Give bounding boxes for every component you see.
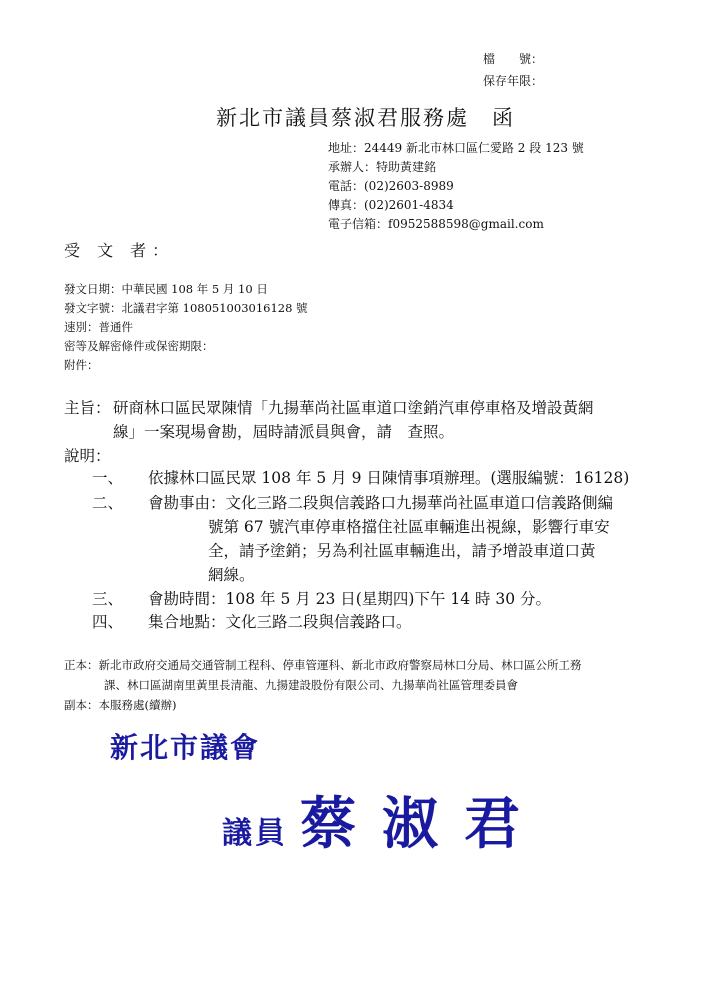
sender-phone: 電話：(02)2603-8989 xyxy=(328,179,454,193)
item-number: 二、 xyxy=(92,494,124,512)
retention-label: 保存年限： xyxy=(483,74,544,88)
councilor-title-stamp: 議員 xyxy=(222,816,288,851)
item-number: 三、 xyxy=(92,590,124,608)
item-line: 網線。 xyxy=(208,566,255,584)
sender-email: 電子信箱：f0952588598@gmail.com xyxy=(328,217,544,231)
item-line: 集合地點：文化三路二段與信義路口。 xyxy=(148,613,412,631)
secrecy-level: 密等及解密條件或保密期限： xyxy=(64,339,214,353)
letter-title: 新北市議員蔡淑君服務處 函 xyxy=(216,106,515,130)
explanation-label: 說明： xyxy=(64,447,111,465)
issue-number: 發文字號：北議君字第 108051003016128 號 xyxy=(64,301,308,315)
copy-recipients: 副本：本服務處(續辦) xyxy=(64,698,177,712)
delivery-type: 速別：普通件 xyxy=(64,320,133,334)
attachment-label: 附件： xyxy=(64,358,99,372)
sender-address: 地址：24449 新北市林口區仁愛路 2 段 123 號 xyxy=(328,141,584,155)
issue-date: 發文日期：中華民國 108 年 5 月 10 日 xyxy=(64,282,268,296)
council-name-stamp: 新北市議會 xyxy=(110,731,261,764)
item-line: 會勘事由：文化三路二段與信義路口九揚華尚社區車道口信義路側編 xyxy=(148,494,614,512)
sender-contact: 承辦人：特助黃建銘 xyxy=(328,160,437,174)
main-recipients-line-1: 正本：新北市政府交通局交通管制工程科、停車管運科、新北市政府警察局林口分局、林口區公所工務 xyxy=(64,658,582,672)
main-recipients-line-2: 課、林口區湖南里黃里長清龍、九揚建設股份有限公司、九揚華尚社區管理委員會 xyxy=(104,678,518,692)
item-line: 會勘時間：108 年 5 月 23 日(星期四)下午 14 時 30 分。 xyxy=(148,590,552,608)
subject-line-1: 研商林口區民眾陳情「九揚華尚社區車道口塗銷汽車停車格及增設黃網 xyxy=(113,399,594,417)
item-number: 一、 xyxy=(92,469,124,487)
subject-label: 主旨： xyxy=(64,399,111,417)
recipient-label: 受 文 者： xyxy=(64,241,175,260)
item-line: 依據林口區民眾 108 年 5 月 9 日陳情事項辦理。(選服編號：16128) xyxy=(148,469,630,487)
councilor-name-stamp: 蔡淑君 xyxy=(300,791,546,857)
file-number-label: 檔 號： xyxy=(483,52,544,66)
subject-line-2: 線」一案現場會勘，屆時請派員與會，請 查照。 xyxy=(113,423,455,441)
item-line: 號第 67 號汽車停車格擋住社區車輛進出視線，影響行車安 xyxy=(208,518,610,536)
item-number: 四、 xyxy=(92,613,124,631)
item-line: 全，請予塗銷；另為利社區車輛進出，請予增設車道口黃 xyxy=(208,542,596,560)
sender-fax: 傳真：(02)2601-4834 xyxy=(328,198,454,212)
